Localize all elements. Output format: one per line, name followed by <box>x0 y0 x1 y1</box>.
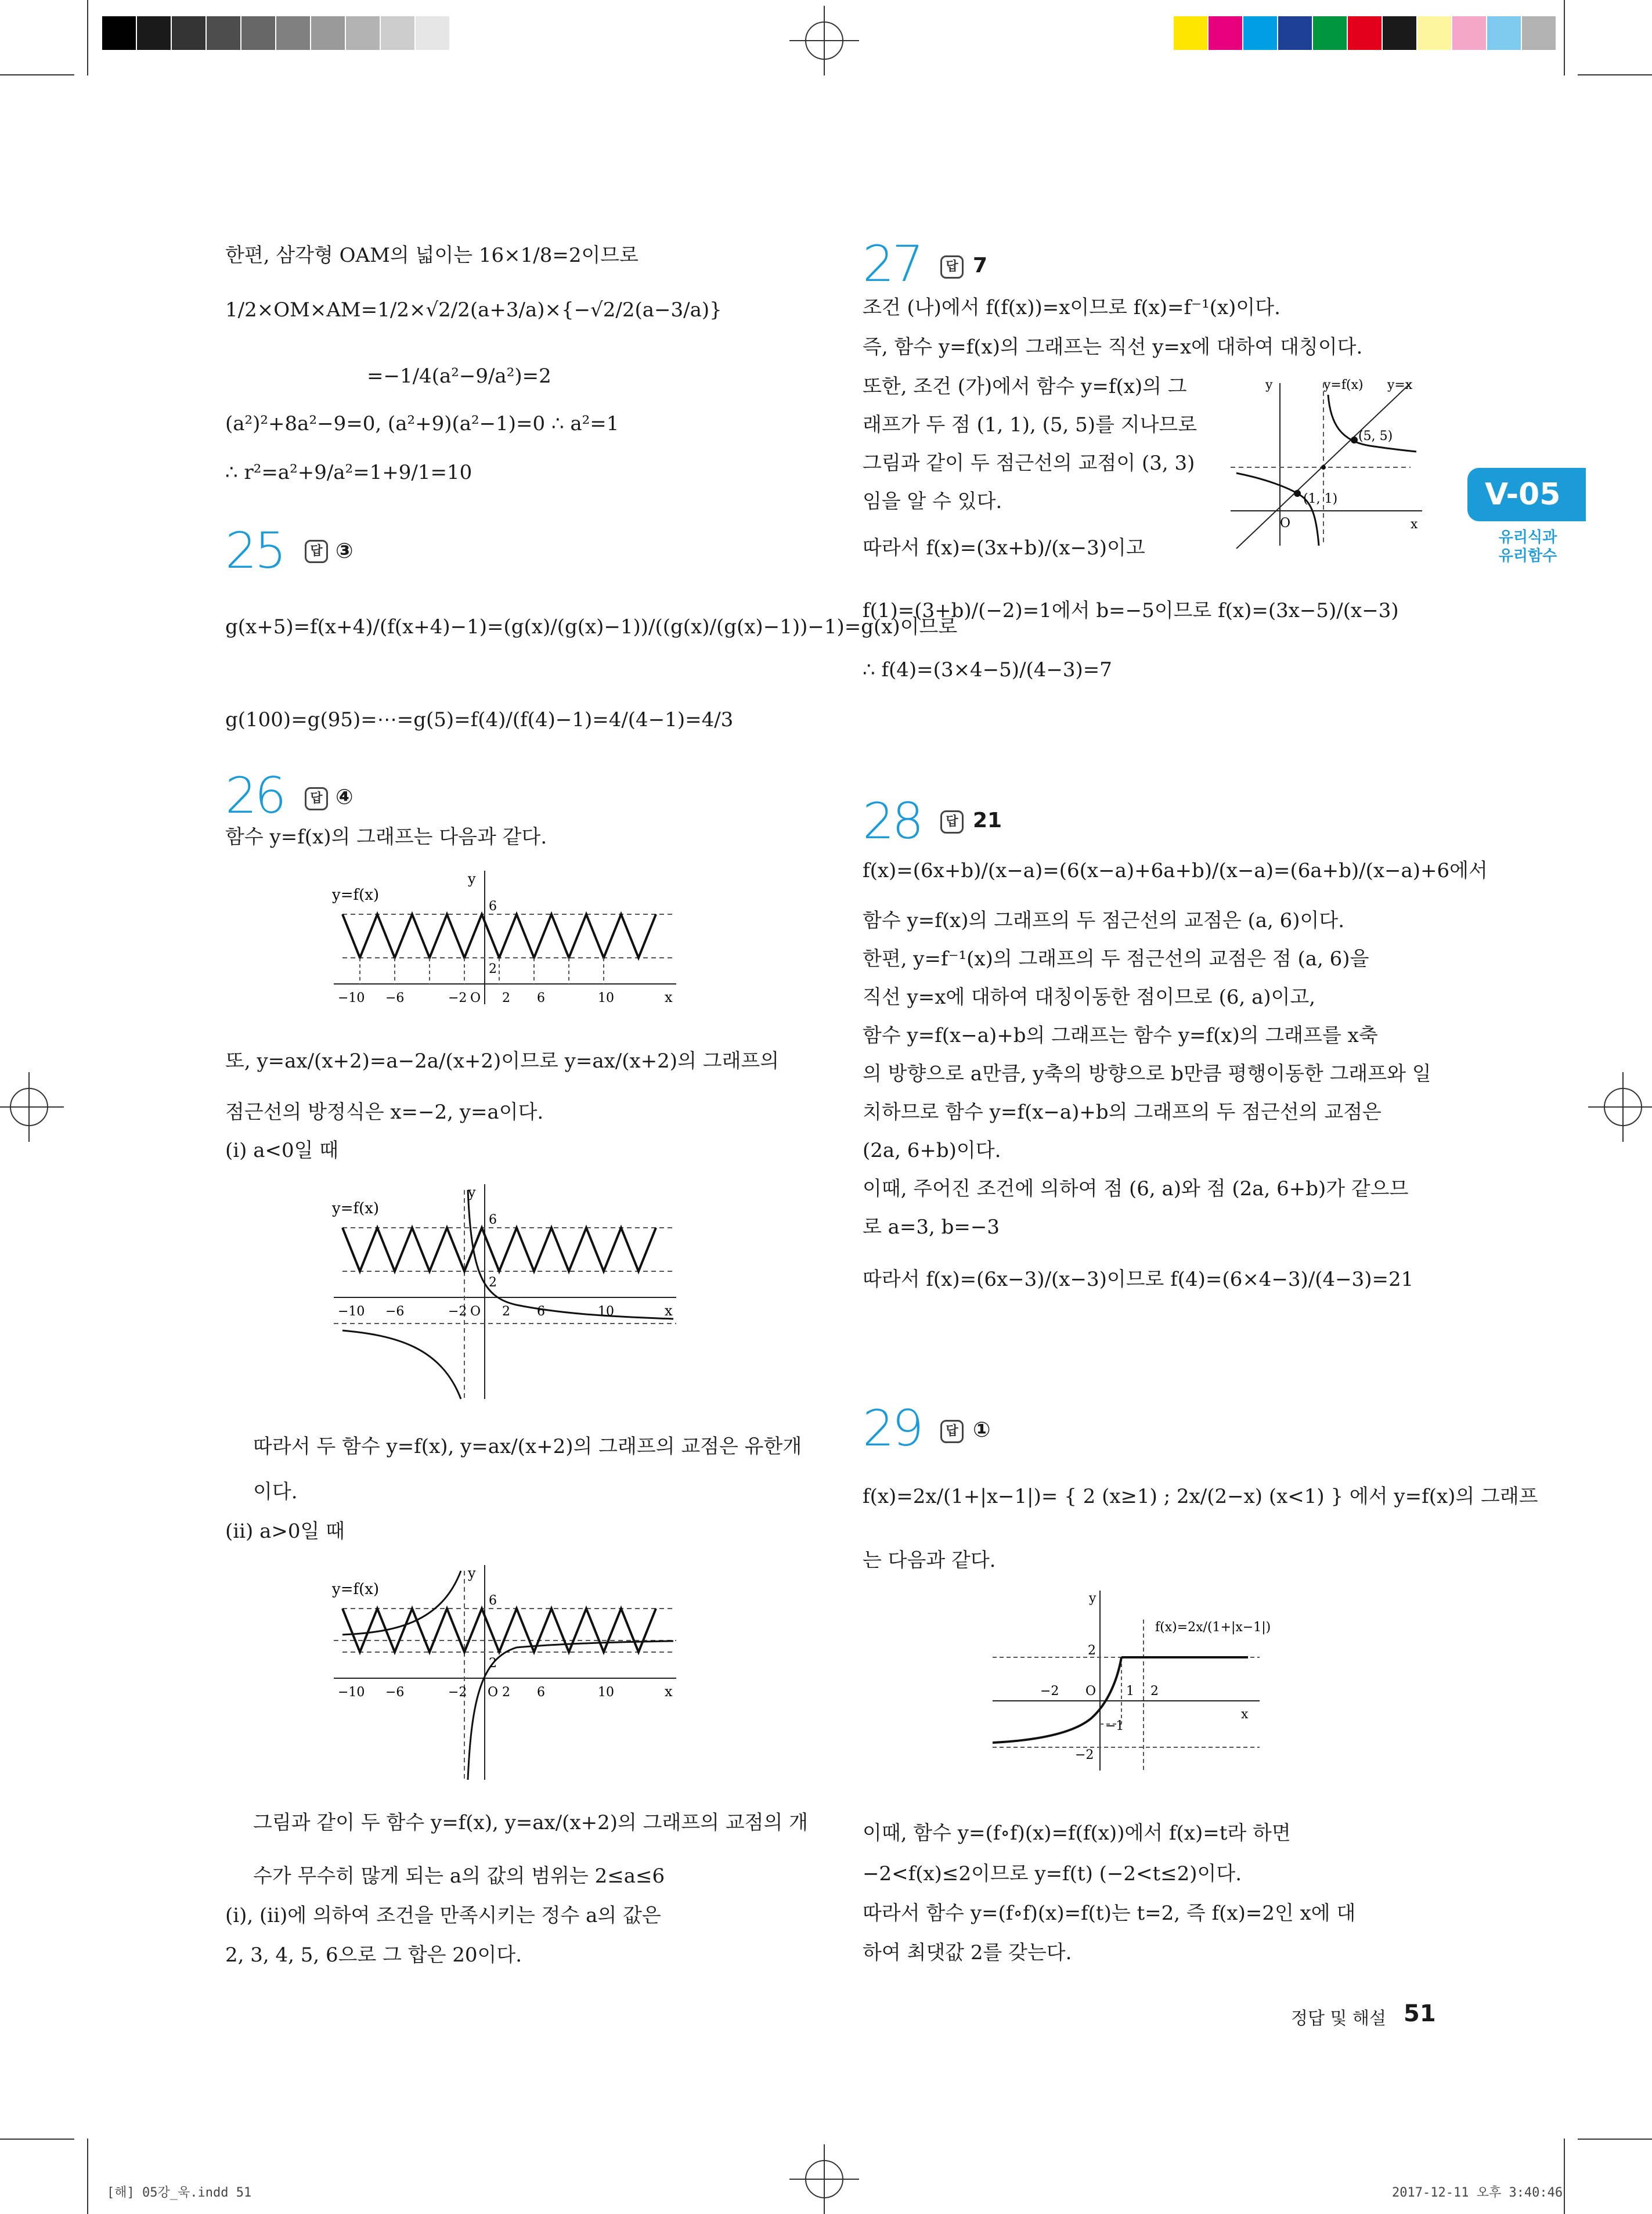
q26-line-6: 이다. <box>253 1480 298 1503</box>
chapter-subtitle <box>1481 528 1574 565</box>
graph-tick-label: 2 <box>1088 1643 1096 1658</box>
intro-line-2: 1/2×OM×AM=1/2×√2/2(a+3/a)×{−√2/2(a−3/a)} <box>225 298 722 322</box>
graph-tick-label: 2 <box>489 962 497 976</box>
registration-mark <box>0 1072 64 1142</box>
intro-line-5: ∴ r²=a²+9/a²=1+9/1=10 <box>225 461 472 484</box>
question-number: 29 <box>863 1400 922 1458</box>
graph-tick-label: 10 <box>598 991 614 1005</box>
q26-line-9: 수가 무수히 많게 되는 a의 값의 범위는 2≤a≤6 <box>253 1865 665 1888</box>
q28-line-9: 이때, 주어진 조건에 의하여 점 (6, a)와 점 (2a, 6+b)가 같으므 <box>863 1177 1409 1200</box>
chapter-subtitle-line2: 유리함수 <box>1498 547 1557 565</box>
q28-line-2: 함수 y=f(x)의 그래프의 두 점근선의 교점은 (a, 6)이다. <box>863 909 1345 932</box>
graph-tick-label: O <box>470 1304 481 1319</box>
q27-line-3: 또한, 조건 (가)에서 함수 y=f(x)의 그 <box>863 375 1187 398</box>
crop-mark <box>87 0 88 75</box>
answer-badge: 답 <box>305 540 328 563</box>
q25-line-2: g(100)=g(95)=⋯=g(5)=f(4)/(f(4)−1)=4/(4−1)=4/3 <box>225 708 734 731</box>
graph-origin-label: O <box>1085 1684 1096 1699</box>
registration-mark <box>789 6 859 75</box>
chapter-subtitle-line1: 유리식과 <box>1498 529 1557 546</box>
intro-line-1: 한편, 삼각형 OAM의 넓이는 16×1/8=2이므로 <box>225 244 639 267</box>
graph-tick-label: −2 <box>1075 1748 1094 1762</box>
q27-line-2: 즉, 함수 y=f(x)의 그래프는 직선 y=x에 대하여 대칭이다. <box>863 336 1363 359</box>
q27-line-8: f(1)=(3+b)/(−2)=1에서 b=−5이므로 f(x)=(3x−5)/(x−3) <box>863 599 1399 622</box>
graph-axis-label: y <box>468 1184 476 1200</box>
q29-line-3: 이때, 함수 y=(f∘f)(x)=f(f(x))에서 f(x)=t라 하면 <box>863 1822 1291 1845</box>
answer-badge: 답 <box>940 1420 964 1443</box>
q29-graph <box>987 1585 1312 1776</box>
answer-value: 21 <box>973 809 1002 832</box>
graph-tick-label: 2 <box>502 1685 510 1700</box>
q27-line-4: 래프가 두 점 (1, 1), (5, 5)를 지나므로 <box>863 413 1197 437</box>
graph-axis-label: x <box>665 1683 673 1700</box>
answer-value: ① <box>973 1418 991 1442</box>
q28-line-11: 따라서 f(x)=(6x−3)/(x−3)이므로 f(4)=(6×4−3)/(4−3)=21 <box>863 1268 1414 1291</box>
question-number: 26 <box>225 767 284 825</box>
q28-line-1: f(x)=(6x+b)/(x−a)=(6(x−a)+6a+b)/(x−a)=(6a+b)/(x−a)+6에서 <box>863 859 1488 882</box>
chapter-code: V-05 <box>1485 477 1561 512</box>
graph-tick-label: 2 <box>489 1656 497 1671</box>
graph-tick-label: −1 <box>1105 1719 1124 1733</box>
color-swatch <box>1522 16 1557 50</box>
graph-axis-label: x <box>665 1303 673 1319</box>
chapter-tab <box>1467 468 1586 521</box>
q26-graph-a-positive <box>325 1559 685 1786</box>
q28-line-7: 치하므로 함수 y=f(x−a)+b의 그래프의 두 점근선의 교점은 <box>863 1101 1382 1124</box>
file-slug: [해] 05강_욱.indd 51 <box>107 2186 252 2200</box>
graph-axis-label: y <box>468 1565 476 1581</box>
graph-curve-label: y=f(x) <box>1323 378 1364 392</box>
color-swatch <box>241 16 276 50</box>
intro-line-4: (a²)²+8a²−9=0, (a²+9)(a²−1)=0 ∴ a²=1 <box>225 412 619 435</box>
q29-line-6: 하여 최댓값 2를 갖는다. <box>863 1941 1072 1964</box>
graph-axis-label: y <box>468 871 476 887</box>
graph-tick-label: 2 <box>502 991 510 1005</box>
answer-value: ③ <box>336 539 354 563</box>
graph-point-label: (5, 5) <box>1358 429 1393 443</box>
graph-tick-label: −6 <box>385 1304 405 1319</box>
crop-mark <box>87 2139 88 2214</box>
graph-tick-label: −2 <box>1040 1684 1059 1699</box>
answer-value: ④ <box>336 785 354 809</box>
graph-tick-label: 6 <box>537 991 545 1005</box>
q26-line-4: (i) a<0일 때 <box>225 1139 339 1162</box>
graph-tick-label: O <box>488 1685 499 1700</box>
q29-line-1: f(x)=2x/(1+|x−1|)= { 2 (x≥1) ; 2x/(2−x) (x<1) } 에서 y=f(x)의 그래프 <box>863 1485 1538 1508</box>
graph-point-label: (1, 1) <box>1303 492 1338 506</box>
graph-origin-label: O <box>1280 516 1291 531</box>
color-swatch <box>1383 16 1417 50</box>
color-swatch <box>450 16 485 50</box>
q26-line-3: 점근선의 방정식은 x=−2, y=a이다. <box>225 1101 544 1124</box>
graph-tick-label: −2 <box>448 1685 467 1700</box>
graph-tick-label: 6 <box>489 1593 497 1608</box>
q26-line-1: 함수 y=f(x)의 그래프는 다음과 같다. <box>225 825 547 849</box>
q26-line-8: 그림과 같이 두 함수 y=f(x), y=ax/(x+2)의 그래프의 교점의 개 <box>253 1811 809 1834</box>
graph-tick-label: 2 <box>502 1304 510 1319</box>
graph-label: y=f(x) <box>332 886 380 904</box>
gray-color-bar <box>102 16 485 50</box>
graph-tick-label: −10 <box>338 991 365 1005</box>
graph-tick-label: −10 <box>338 1304 365 1319</box>
graph-tick-label: 2 <box>489 1275 497 1290</box>
q28-line-4: 직선 y=x에 대하여 대칭이동한 점이므로 (6, a)이고, <box>863 986 1316 1009</box>
registration-mark <box>1588 1072 1652 1142</box>
question-number: 27 <box>863 235 922 293</box>
color-swatch <box>1278 16 1313 50</box>
q27-line-1: 조건 (나)에서 f(f(x))=x이므로 f(x)=f⁻¹(x)이다. <box>863 296 1281 319</box>
graph-tick-label: −2 <box>448 991 467 1005</box>
crop-mark <box>0 74 74 75</box>
q27-graph <box>1225 372 1428 551</box>
q27-line-9: ∴ f(4)=(3×4−5)/(4−3)=7 <box>863 658 1112 681</box>
color-swatch <box>381 16 416 50</box>
q26-line-11: 2, 3, 4, 5, 6으로 그 합은 20이다. <box>225 1943 522 1967</box>
graph-tick-label: 6 <box>489 899 497 914</box>
q28-line-10: 로 a=3, b=−3 <box>863 1216 1000 1239</box>
answer-badge: 답 <box>940 810 964 834</box>
color-swatch <box>1243 16 1278 50</box>
graph-axis-label: y <box>1089 1591 1096 1606</box>
q27-line-5: 그림과 같이 두 점근선의 교점이 (3, 3) <box>863 452 1195 475</box>
graph-axis-label: x <box>1411 517 1418 532</box>
crop-mark <box>1578 74 1652 75</box>
color-swatch <box>1452 16 1487 50</box>
date-slug: 2017-12-11 오후 3:40:46 <box>1392 2186 1563 2200</box>
graph-tick-label: 6 <box>489 1213 497 1227</box>
graph-tick-label: 10 <box>598 1304 614 1319</box>
footer-label: 정답 및 해설 <box>1291 2009 1386 2029</box>
graph-tick-label: 6 <box>537 1685 545 1700</box>
color-swatch <box>207 16 241 50</box>
graph-tick-label: −10 <box>338 1685 365 1700</box>
color-swatch <box>311 16 346 50</box>
q27-line-7: 따라서 f(x)=(3x+b)/(x−3)이고 <box>863 536 1145 560</box>
cmyk-color-bar <box>1174 16 1557 50</box>
graph-axis-label: x <box>1241 1707 1249 1722</box>
q26-graph-main <box>325 865 685 1010</box>
page-number: 51 <box>1404 2000 1436 2027</box>
q26-line-2: 또, y=ax/(x+2)=a−2a/(x+2)이므로 y=ax/(x+2)의 그래프의 <box>225 1050 780 1073</box>
q28-line-8: (2a, 6+b)이다. <box>863 1139 1001 1162</box>
graph-tick-label: O <box>470 991 481 1005</box>
question-number: 25 <box>225 522 284 580</box>
color-swatch <box>1209 16 1243 50</box>
crop-mark <box>1564 2139 1565 2214</box>
graph-axis-label: x <box>665 989 673 1005</box>
graph-tick-label: 10 <box>598 1685 614 1700</box>
graph-tick-label: 1 <box>1126 1684 1134 1699</box>
color-swatch <box>102 16 137 50</box>
color-swatch <box>346 16 381 50</box>
answer-badge: 답 <box>305 787 328 810</box>
color-swatch <box>172 16 207 50</box>
q28-line-5: 함수 y=f(x−a)+b의 그래프는 함수 y=f(x)의 그래프를 x축 <box>863 1024 1378 1047</box>
q29-line-2: 는 다음과 같다. <box>863 1549 996 1572</box>
graph-label: y=f(x) <box>332 1581 380 1598</box>
color-swatch <box>276 16 311 50</box>
color-swatch <box>416 16 450 50</box>
graph-line-label: y=x <box>1387 378 1413 392</box>
graph-tick-label: 6 <box>537 1304 545 1319</box>
color-swatch <box>1174 16 1209 50</box>
q29-line-5: 따라서 함수 y=(f∘f)(x)=f(t)는 t=2, 즉 f(x)=2인 x에 대 <box>863 1902 1356 1925</box>
q25-line-1: g(x+5)=f(x+4)/(f(x+4)−1)=(g(x)/(g(x)−1))/((g(x)/(g(x)−1))−1)=g(x)이므로 <box>225 615 958 639</box>
crop-mark <box>1578 2139 1652 2140</box>
color-swatch <box>1348 16 1383 50</box>
graph-label: y=f(x) <box>332 1200 380 1217</box>
question-number: 28 <box>863 792 922 850</box>
graph-axis-label: y <box>1265 378 1273 392</box>
color-swatch <box>1487 16 1522 50</box>
color-swatch <box>1313 16 1348 50</box>
q27-line-6: 임을 알 수 있다. <box>863 490 1002 513</box>
answer-value: 7 <box>973 254 988 277</box>
q26-line-10: (i), (ii)에 의하여 조건을 만족시키는 정수 a의 값은 <box>225 1904 661 1927</box>
q29-line-4: −2<f(x)≤2이므로 y=f(t) (−2<t≤2)이다. <box>863 1862 1242 1885</box>
q28-line-3: 한편, y=f⁻¹(x)의 그래프의 두 점근선의 교점은 점 (a, 6)을 <box>863 947 1369 971</box>
q26-line-5: 따라서 두 함수 y=f(x), y=ax/(x+2)의 그래프의 교점은 유한개 <box>253 1435 802 1458</box>
graph-tick-label: −6 <box>385 1685 405 1700</box>
graph-tick-label: −6 <box>385 991 405 1005</box>
intro-line-3: =−1/4(a²−9/a²)=2 <box>367 365 551 388</box>
crop-mark <box>0 2139 74 2140</box>
color-swatch <box>1417 16 1452 50</box>
registration-mark <box>789 2144 859 2214</box>
color-swatch <box>137 16 172 50</box>
graph-tick-label: −2 <box>448 1304 467 1319</box>
crop-mark <box>1564 0 1565 75</box>
answer-badge: 답 <box>940 255 964 279</box>
graph-curve-label: f(x)=2x/(1+|x−1|) <box>1155 1620 1271 1635</box>
q28-line-6: 의 방향으로 a만큼, y축의 방향으로 b만큼 평행이동한 그래프와 일 <box>863 1062 1431 1086</box>
q26-graph-a-negative <box>325 1178 685 1405</box>
q26-line-7: (ii) a>0일 때 <box>225 1520 345 1543</box>
graph-tick-label: 2 <box>1150 1684 1159 1699</box>
